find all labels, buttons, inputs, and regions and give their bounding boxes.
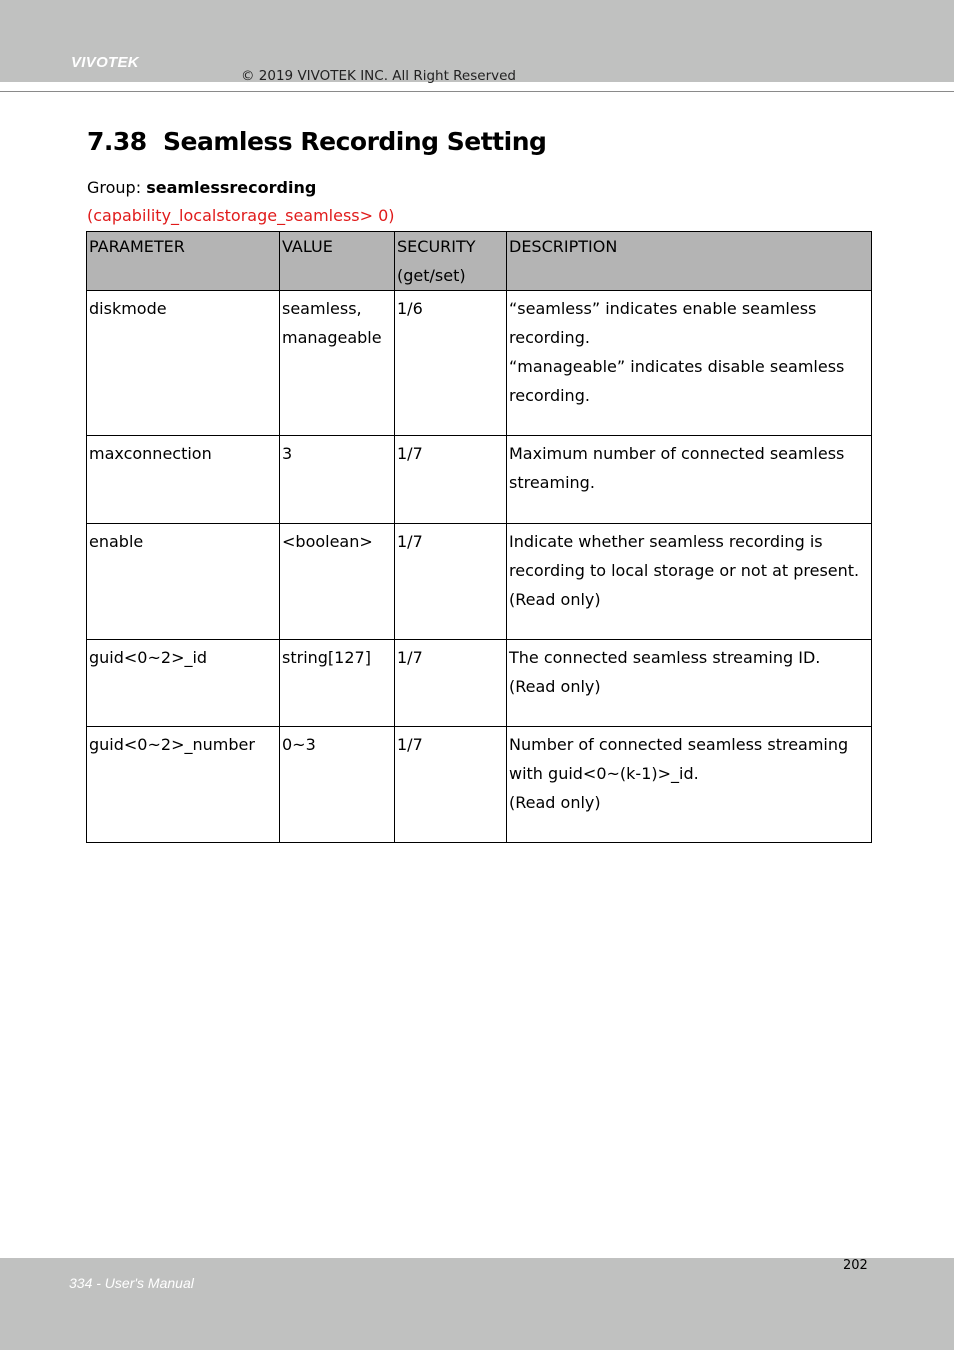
header-divider bbox=[0, 91, 954, 92]
table-row bbox=[87, 291, 872, 436]
brand-logo: VIVOTEK bbox=[71, 54, 139, 71]
cell-description-line: (Read only) bbox=[509, 793, 601, 812]
section-heading bbox=[87, 127, 546, 156]
group-prefix: Group: bbox=[87, 178, 147, 197]
parameter-table bbox=[86, 231, 872, 843]
table-header-row bbox=[87, 232, 872, 291]
cell-description-line: The connected seamless streaming ID. bbox=[509, 648, 821, 667]
cell-value bbox=[280, 291, 395, 436]
cell-security: 1/7 bbox=[395, 727, 507, 843]
cell-value-line: manageable bbox=[282, 328, 382, 347]
cell-description-line: Indicate whether seamless recording is recording to local storage or not at present. bbox=[509, 532, 860, 580]
header-value: VALUE bbox=[280, 232, 395, 291]
cell-parameter: maxconnection bbox=[87, 436, 280, 524]
cell-description bbox=[507, 291, 872, 436]
cell-description-line: (Read only) bbox=[509, 590, 601, 609]
group-line bbox=[87, 178, 316, 197]
group-name: seamlessrecording bbox=[146, 178, 317, 197]
cell-description bbox=[507, 436, 872, 524]
cell-security: 1/7 bbox=[395, 640, 507, 727]
cell-description bbox=[507, 640, 872, 727]
cell-description-line: “seamless” indicates enable seamless recording. bbox=[509, 299, 817, 347]
cell-description bbox=[507, 727, 872, 843]
capability-condition: (capability_localstorage_seamless> 0) bbox=[87, 206, 395, 225]
cell-value: string[127] bbox=[280, 640, 395, 727]
table-row bbox=[87, 436, 872, 524]
cell-security: 1/7 bbox=[395, 524, 507, 640]
header-description: DESCRIPTION bbox=[507, 232, 872, 291]
cell-description-line: (Read only) bbox=[509, 677, 601, 696]
header-security bbox=[395, 232, 507, 291]
cell-value: 0~3 bbox=[280, 727, 395, 843]
manual-page-label: 334 - User's Manual bbox=[69, 1275, 194, 1291]
cell-description bbox=[507, 524, 872, 640]
cell-value: <boolean> bbox=[280, 524, 395, 640]
section-number: 7.38 bbox=[87, 127, 147, 156]
cell-value-line: seamless, bbox=[282, 299, 362, 318]
copyright-notice: © 2019 VIVOTEK INC. All Right Reserved bbox=[241, 68, 516, 84]
header-parameter: PARAMETER bbox=[87, 232, 280, 291]
header-security-sub: (get/set) bbox=[397, 266, 466, 285]
cell-description-line: Number of connected seamless streaming with guid<0~(k-1)>_id. bbox=[509, 735, 849, 783]
header-security-label: SECURITY bbox=[397, 237, 476, 256]
cell-security: 1/6 bbox=[395, 291, 507, 436]
cell-parameter: diskmode bbox=[87, 291, 280, 436]
cell-security: 1/7 bbox=[395, 436, 507, 524]
cell-parameter: guid<0~2>_id bbox=[87, 640, 280, 727]
section-title: Seamless Recording Setting bbox=[163, 127, 547, 156]
page-number: 202 bbox=[843, 1258, 868, 1273]
cell-description-line: “manageable” indicates disable seamless recording. bbox=[509, 357, 845, 405]
table-row bbox=[87, 727, 872, 843]
table-row bbox=[87, 524, 872, 640]
cell-description-line: Maximum number of connected seamless streaming. bbox=[509, 444, 845, 492]
page-footer bbox=[0, 1258, 954, 1350]
cell-parameter: guid<0~2>_number bbox=[87, 727, 280, 843]
cell-value: 3 bbox=[280, 436, 395, 524]
table-row bbox=[87, 640, 872, 727]
cell-parameter: enable bbox=[87, 524, 280, 640]
